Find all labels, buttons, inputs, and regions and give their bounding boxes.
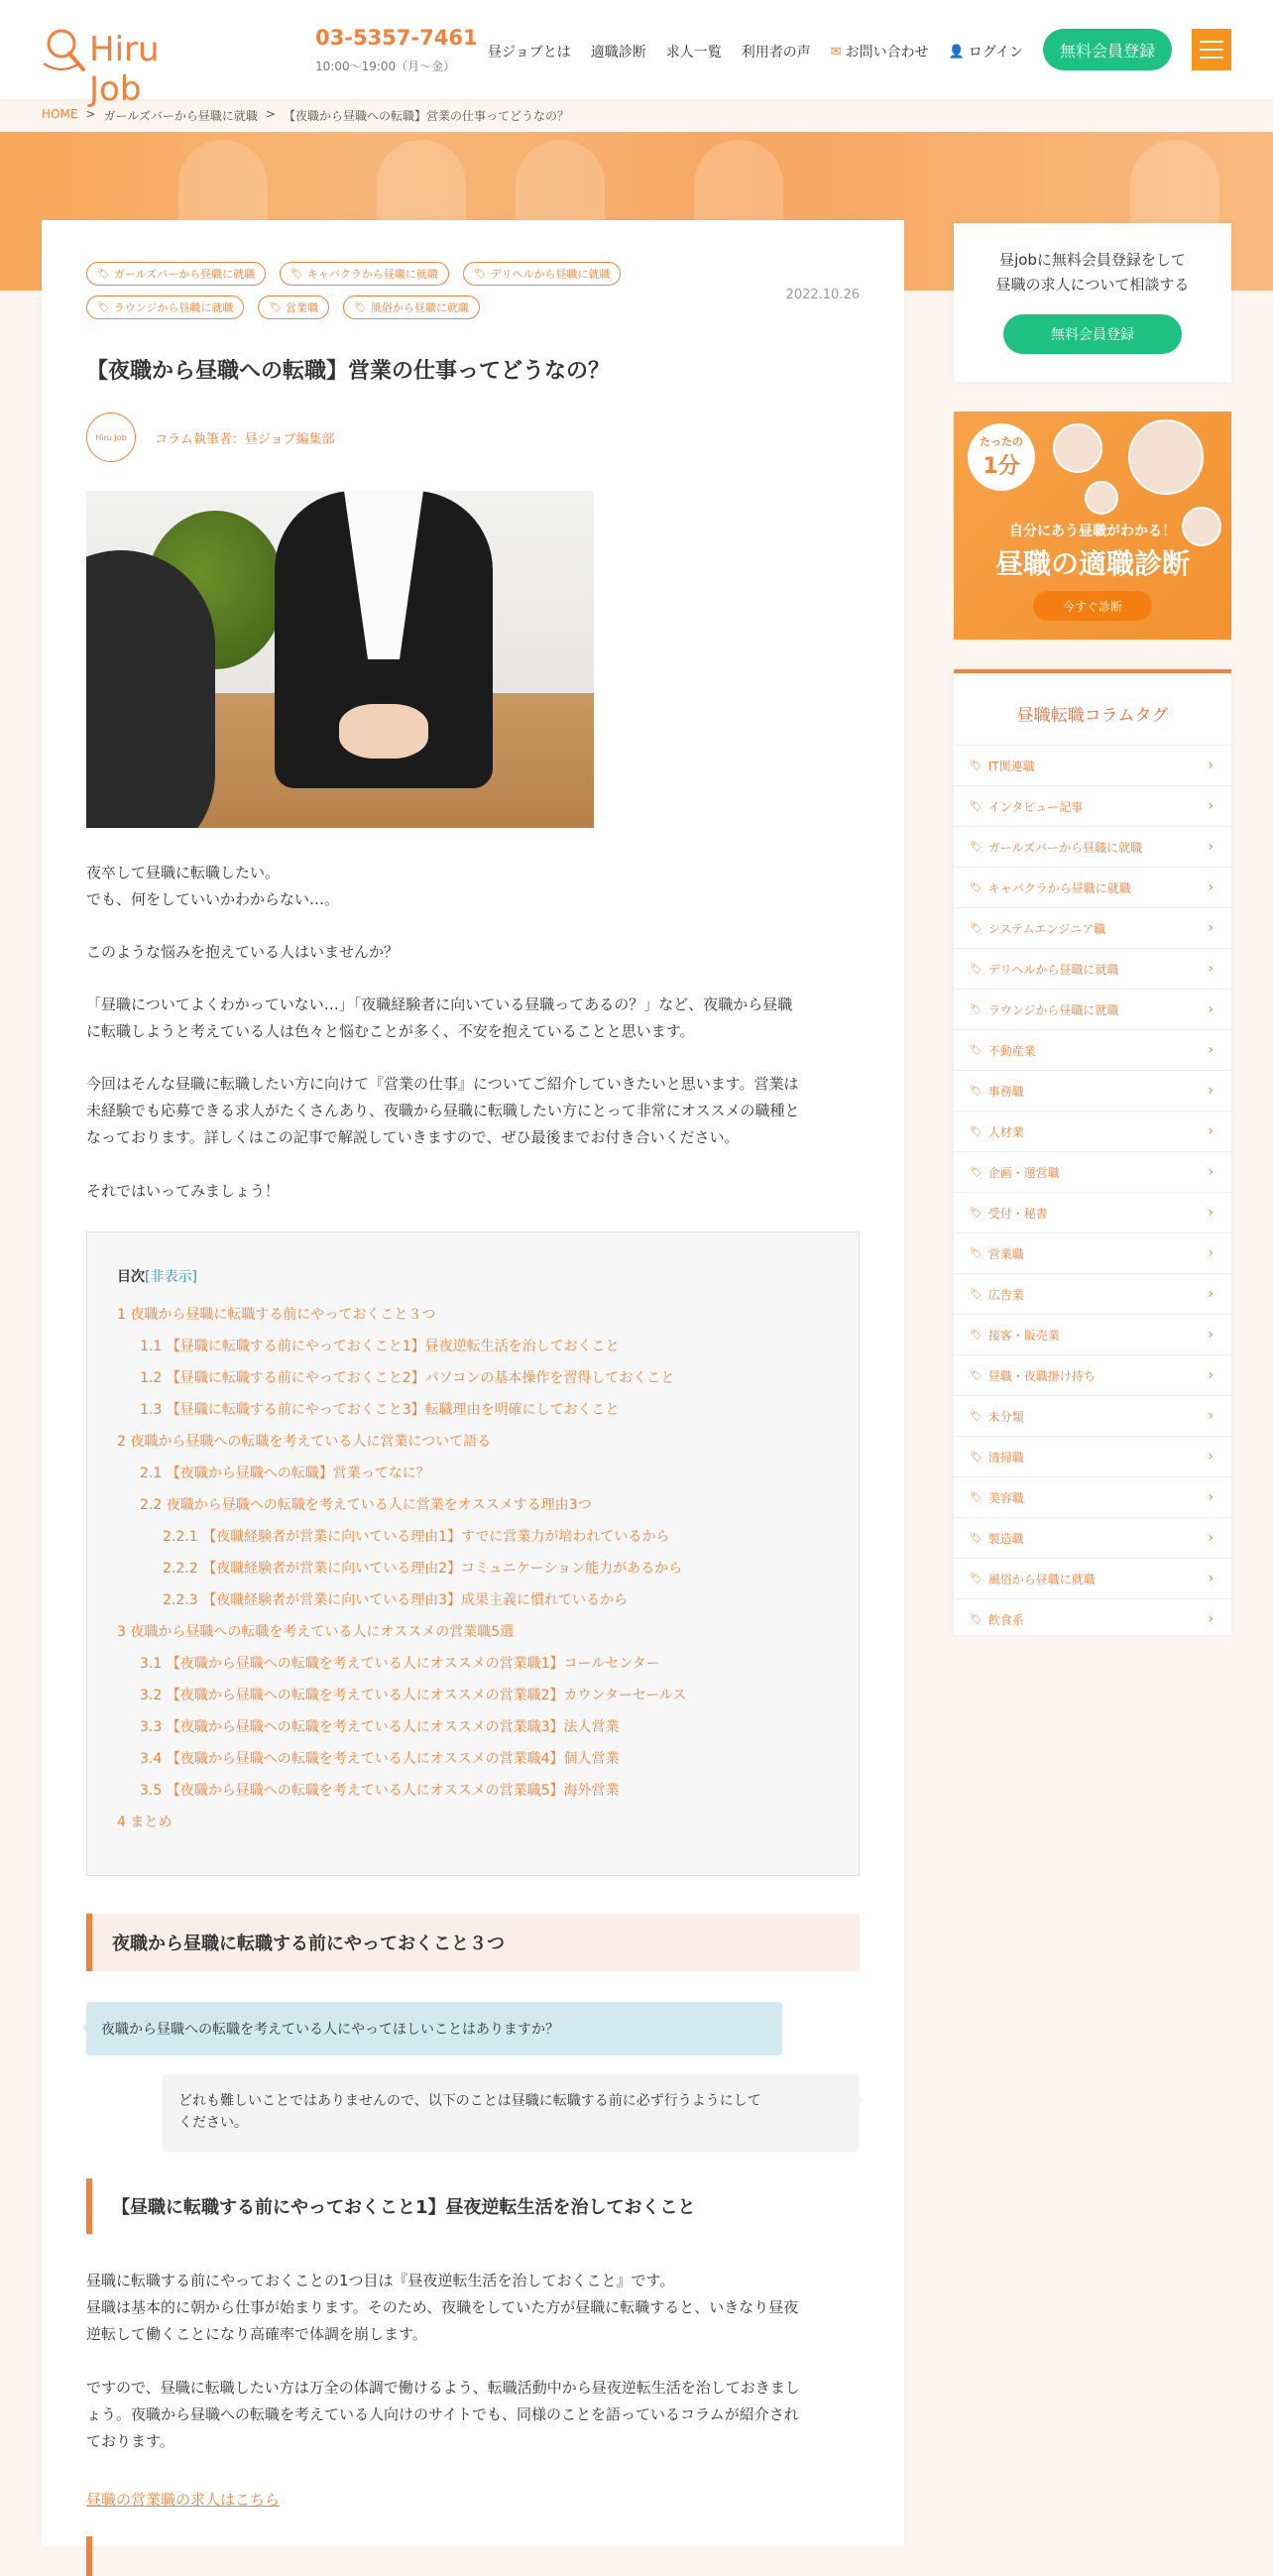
text-line: 夜卒して昼職に転職したい。 (86, 864, 281, 881)
article-tag[interactable] (86, 262, 266, 286)
diagnosis-title: 昼職の適職診断 (994, 547, 1190, 580)
toc-item[interactable]: 2.2.1 【夜職経験者が営業に向いている理由1】すでに営業力が培われているから (163, 1529, 670, 1545)
question-paragraph: このような悩みを抱えている人はいませんか？ (86, 943, 400, 961)
chevron-right-icon: › (1208, 1408, 1214, 1424)
tag-icon: 🏷 (970, 1288, 983, 1300)
text-line: でも、何をしていいかわからない…。 (86, 890, 340, 908)
diagnosis-banner[interactable] (954, 411, 1231, 640)
tag-icon: 🏷 (970, 1003, 983, 1015)
person-photo (1053, 423, 1102, 473)
tag-icon: 🏷 (970, 1451, 983, 1463)
chevron-right-icon: › (1208, 1530, 1214, 1546)
chevron-right-icon: › (1208, 1286, 1214, 1302)
sidebar-tag-label: 風俗から昼職に就職 (987, 1572, 1096, 1586)
job-listing-link[interactable]: 昼職の営業職の求人はこちら (86, 2491, 281, 2509)
article-hero-photo (86, 491, 594, 828)
text-line: に転職しようと考えている人は色々と悩むことが多く、不安を抱えていることと思います。 (86, 1022, 695, 1040)
tag-icon: 🏷 (970, 1532, 983, 1544)
sidebar-tag-item[interactable] (954, 1029, 1231, 1070)
chevron-right-icon: › (1208, 1123, 1214, 1139)
tag-icon: 🏷 (970, 1573, 983, 1584)
text-line: なっております。詳しくはこの記事で解説していきますので、ぜひ最後までお付き合いください。 (86, 1128, 740, 1146)
tag-label: 風俗から昼職に就職 (370, 301, 469, 314)
tag-icon: 🏷 (970, 1410, 983, 1422)
tag-icon: 🏷 (970, 1369, 983, 1381)
tag-icon: 🏷 (970, 1247, 983, 1259)
text-line: 昼職に転職する前にやっておくことの1つ目は『昼夜逆転生活を治しておくこと』です。 (86, 2272, 675, 2289)
tag-icon: 🏷 (290, 268, 303, 280)
tag-icon: 🏷 (97, 301, 110, 313)
sidebar-tag-item[interactable] (954, 1111, 1231, 1151)
sidebar-tag-item[interactable] (954, 1598, 1231, 1639)
breadcrumb-current: 【夜職から昼職への転職】営業の仕事ってどうなの？ (283, 109, 569, 123)
sidebar-tag-item[interactable] (954, 867, 1231, 907)
sidebar-tag-label: キャバクラから昼職に就職 (987, 880, 1131, 895)
toc-toggle[interactable]: [非表示] (145, 1269, 197, 1285)
toc-item[interactable]: 3.4 【夜職から昼職への転職を考えている人にオススメの営業職4】個人営業 (140, 1751, 620, 1767)
chevron-right-icon: › (1208, 758, 1214, 773)
toc-item[interactable]: 2.2 夜職から昼職への転職を考えている人に営業をオススメする理由3つ (140, 1497, 592, 1513)
sidebar-tag-label: 人材業 (987, 1124, 1024, 1139)
chevron-right-icon: › (1208, 798, 1214, 814)
toc-item[interactable]: 1.3 【昼職に転職する前にやっておくこと3】転職理由を明確にしておくこと (140, 1402, 620, 1418)
tag-label: 営業職 (286, 301, 319, 314)
hamburger-menu-button[interactable] (1192, 29, 1231, 70)
sidebar-tag-label: デリヘルから昼職に就職 (987, 962, 1119, 977)
nav-contact[interactable] (831, 42, 929, 61)
sidebar-signup-button[interactable]: 無料会員登録 (1003, 314, 1182, 354)
breadcrumb-home[interactable]: HOME (42, 107, 78, 121)
user-icon: 👤 (948, 44, 965, 59)
author-name: コラム執筆者：昼ジョブ編集部 (155, 432, 335, 447)
logo-mark-icon (40, 24, 91, 75)
register-box (954, 223, 1231, 382)
tag-icon: 🏷 (269, 301, 283, 313)
text-line: どれも難しいことではありませんので、以下のことは昼職に転職する前に必ず行うようにして (178, 2093, 761, 2109)
chevron-right-icon: › (1208, 1001, 1214, 1017)
sidebar-tag-item[interactable] (954, 1354, 1231, 1395)
toc-item[interactable]: 1.1 【昼職に転職する前にやっておくこと1】昼夜逆転生活を治しておくこと (140, 1339, 620, 1354)
sidebar-tag-item[interactable] (954, 1436, 1231, 1476)
sidebar-tag-item[interactable] (954, 1517, 1231, 1558)
sidebar-tag-label: インタビュー記事 (987, 799, 1084, 814)
toc-item[interactable]: 2 夜職から昼職への転職を考えている人に営業について語る (117, 1434, 492, 1450)
tag-icon: 🏷 (970, 1166, 983, 1178)
text-line: ております。 (86, 2432, 174, 2450)
chevron-right-icon: › (1208, 1327, 1214, 1343)
badge-big-text: 1分 (983, 454, 1020, 479)
sidebar-tag-label: システムエンジニア職 (987, 921, 1106, 936)
main-nav (488, 42, 1023, 61)
diagnosis-subtitle: 自分にあう昼職がわかる！ (1009, 524, 1176, 539)
text-line: 逆転して働くことになり高確率で体調を崩します。 (86, 2325, 427, 2343)
site-header (0, 0, 1273, 109)
toc-item[interactable]: 3.2 【夜職から昼職への転職を考えている人にオススメの営業職2】カウンターセールス (140, 1688, 687, 1703)
sidebar-tag-label: 美容職 (987, 1490, 1024, 1505)
section-heading: 夜職から昼職に転職する前にやっておくこと３つ (86, 1914, 860, 1971)
chevron-right-icon: › (1208, 1042, 1214, 1058)
tag-icon: 🏷 (970, 1044, 983, 1056)
toc-item[interactable]: 4 まとめ (117, 1815, 173, 1830)
tag-icon: 🏷 (970, 881, 983, 893)
sidebar-tag-label: 昼職・夜職掛け持ち (987, 1368, 1096, 1383)
concern-paragraph (86, 992, 860, 1045)
body-paragraph (86, 2268, 860, 2348)
diagnosis-cta-button[interactable]: 今すぐ診断 (1033, 591, 1152, 621)
sidebar-tag-label: 事務職 (987, 1084, 1024, 1099)
chevron-right-icon: › (1208, 1571, 1214, 1586)
business-hours: 10:00〜19:00（月〜金） (315, 59, 456, 73)
register-text (954, 248, 1231, 297)
article-card (42, 220, 904, 2546)
sidebar-tag-label: 製造職 (987, 1531, 1024, 1546)
nav-login-label: ログイン (968, 45, 1024, 60)
body-paragraph (86, 2375, 860, 2455)
text-line: 昼職の求人について相談する (995, 276, 1190, 293)
article-title: 【夜職から昼職への転職】営業の仕事ってどうなの？ (86, 359, 611, 384)
tag-icon: 🏷 (970, 1207, 983, 1219)
breadcrumb-parent[interactable]: ガールズバーから昼職に就職 (103, 109, 258, 123)
tag-icon: 🏷 (970, 922, 983, 934)
speech-bubble-question: 夜職から昼職への転職を考えている人にやってほしいことはありますか？ (86, 2002, 782, 2055)
nav-about[interactable]: 昼ジョブとは (488, 45, 571, 60)
chevron-right-icon: › (1208, 1205, 1214, 1221)
logo-text: Hiru Job (89, 30, 160, 109)
chevron-right-icon: › (1208, 1245, 1214, 1261)
chevron-right-icon: › (1208, 961, 1214, 977)
person-photo (1128, 419, 1204, 495)
lead-in-paragraph: それではいってみましょう！ (86, 1182, 281, 1200)
tag-icon: 🏷 (970, 1613, 983, 1625)
breadcrumb-separator: > (85, 107, 96, 121)
sidebar-tag-label: 未分類 (987, 1409, 1024, 1424)
sidebar-tag-item[interactable] (954, 1151, 1231, 1192)
text-line: ょう。夜職から昼職への転職を考えている人向けのサイトでも、同様のことを語っているコラムが紹介され (86, 2405, 799, 2423)
tag-icon: 🏷 (970, 1085, 983, 1097)
toc-item[interactable]: 3.3 【夜職から昼職への転職を考えている人にオススメの営業職3】法人営業 (140, 1719, 620, 1735)
sidebar-tag-item[interactable] (954, 785, 1231, 826)
nav-voices[interactable]: 利用者の声 (741, 45, 811, 60)
chevron-right-icon: › (1208, 1164, 1214, 1180)
chevron-right-icon: › (1208, 1083, 1214, 1099)
sidebar-tag-label: ガールズバーから昼職に就職 (987, 840, 1143, 855)
tag-label: デリヘルから昼職に就職 (490, 268, 611, 281)
toc-item[interactable]: 2.2.2 【夜職経験者が営業に向いている理由2】コミュニケーション能力があるから (163, 1561, 683, 1577)
toc-item[interactable]: 2.2.3 【夜職経験者が営業に向いている理由3】成果主義に慣れているから (163, 1592, 628, 1608)
speech-bubble-answer (163, 2074, 860, 2152)
sidebar-tag-label: 不動産業 (987, 1043, 1036, 1058)
badge-small-text: たったの (980, 435, 1023, 448)
chevron-right-icon: › (1208, 1367, 1214, 1383)
sidebar-tag-item[interactable] (954, 907, 1231, 948)
tag-icon: 🏷 (473, 268, 487, 280)
tag-icon: 🏷 (970, 800, 983, 812)
toc-header (117, 1266, 197, 1286)
breadcrumb-separator: > (265, 107, 276, 121)
chevron-right-icon: › (1208, 1489, 1214, 1505)
toc-item[interactable]: 3.5 【夜職から昼職への転職を考えている人にオススメの営業職5】海外営業 (140, 1783, 620, 1799)
text-line: 昼職は基本的に朝から仕事が始まります。そのため、夜職をしていた方が昼職に転職すると、いきなり昼夜 (86, 2298, 799, 2316)
tag-icon: 🏷 (970, 841, 983, 853)
sidebar-tag-label: 飲食系 (987, 1612, 1024, 1627)
chevron-right-icon: › (1208, 879, 1214, 895)
sidebar-tag-label: 企画・運営職 (987, 1165, 1060, 1180)
sidebar-tag-item[interactable] (954, 989, 1231, 1029)
tag-icon: 🏷 (97, 268, 110, 280)
sidebar-tag-label: 受付・秘書 (987, 1206, 1048, 1221)
column-tags-title: 昼職転職コラムタグ (1016, 706, 1169, 726)
signup-button[interactable]: 無料会員登録 (1043, 29, 1172, 70)
table-of-contents (86, 1231, 860, 1876)
sidebar-tag-label: 接客・販売業 (987, 1328, 1060, 1343)
tag-label: キャバクラから昼職に就職 (306, 268, 438, 281)
article-tags (86, 262, 681, 319)
toc-item[interactable]: 3.1 【夜職から昼職への転職を考えている人にオススメの営業職1】コールセンター (140, 1656, 660, 1672)
site-logo[interactable] (40, 20, 218, 109)
toc-item[interactable]: 2.1 【夜職から昼職への転職】営業ってなに？ (140, 1465, 430, 1481)
text-line: 「昼職についてよくわかっていない…」「夜職経験者に向いている昼職ってあるの？」など、夜職から昼職 (86, 995, 793, 1013)
nav-login[interactable] (949, 42, 1024, 61)
sidebar-tag-item[interactable] (954, 745, 1231, 785)
overview-paragraph (86, 1071, 860, 1151)
sidebar-tag-item[interactable] (954, 1476, 1231, 1517)
sidebar-tag-item[interactable] (954, 1192, 1231, 1232)
next-heading-accent (86, 2536, 92, 2576)
tag-icon: 🏷 (970, 963, 983, 975)
tag-icon: 🏷 (970, 760, 983, 771)
sidebar-tag-item[interactable] (954, 826, 1231, 867)
tag-label: ラウンジから昼職に就職 (113, 301, 234, 314)
tag-label: ガールズバーから昼職に就職 (113, 268, 256, 281)
sidebar-tag-label: 清掃職 (987, 1450, 1024, 1464)
chevron-right-icon: › (1208, 1449, 1214, 1464)
tag-icon: 🏷 (970, 1125, 983, 1137)
article-tag[interactable] (258, 295, 329, 319)
text-line: 昼jobに無料会員登録をして (999, 251, 1186, 269)
sidebar-tag-item[interactable] (954, 948, 1231, 989)
publish-date: 2022.10.26 (785, 288, 860, 302)
intro-paragraph (86, 860, 860, 913)
tag-icon: 🏷 (970, 1329, 983, 1341)
chevron-right-icon: › (1208, 920, 1214, 936)
chevron-right-icon: › (1208, 839, 1214, 855)
text-line: ください。 (178, 2115, 248, 2131)
one-minute-badge (968, 423, 1035, 491)
text-line: 未経験でも応募できる求人がたくさんあり、夜職から昼職に転職したい方にとって非常にオススメの職種と (86, 1102, 800, 1119)
subsection-heading: 【昼職に転職する前にやっておくこと1】昼夜逆転生活を治しておくこと (86, 2178, 860, 2234)
article-tag[interactable] (86, 295, 244, 319)
toc-label: 目次 (117, 1269, 145, 1285)
sidebar-tag-item[interactable] (954, 1395, 1231, 1436)
envelope-icon: ✉ (830, 44, 842, 59)
sidebar-tag-item[interactable] (954, 1558, 1231, 1598)
text-line: ですので、昼職に転職したい方は万全の体調で働けるよう、転職活動中から昼夜逆転生活を治しておきまし (86, 2379, 800, 2397)
sidebar-tag-label: 営業職 (987, 1246, 1024, 1261)
sidebar-tag-item[interactable] (954, 1314, 1231, 1354)
article-tag[interactable] (343, 295, 480, 319)
sidebar-tag-label: IT関連職 (987, 759, 1035, 773)
sidebar-tag-item[interactable] (954, 1232, 1231, 1273)
toc-item[interactable]: 1.2 【昼職に転職する前にやっておくこと2】パソコンの基本操作を習得しておくこと (140, 1370, 675, 1386)
tag-icon: 🏷 (354, 301, 367, 313)
nav-contact-label: お問い合わせ (845, 45, 929, 60)
article-tag[interactable] (463, 262, 621, 286)
sidebar-tag-label: 広告業 (987, 1287, 1024, 1302)
article-tag[interactable] (280, 262, 449, 286)
phone-number[interactable]: 03-5357-7461 (315, 26, 478, 50)
tag-icon: 🏷 (970, 1491, 983, 1503)
chevron-right-icon: › (1208, 1611, 1214, 1627)
column-tags-box (954, 669, 1231, 1635)
sidebar-tag-item[interactable] (954, 1070, 1231, 1111)
nav-jobs[interactable]: 求人一覧 (665, 45, 722, 60)
sidebar-tag-item[interactable] (954, 1273, 1231, 1314)
text-line: 今回はそんな昼職に転職したい方に向けて『営業の仕事』についてご紹介していきたいと思います。営業は (86, 1075, 799, 1093)
toc-item[interactable]: 3 夜職から昼職への転職を考えている人にオススメの営業職5選 (117, 1624, 515, 1640)
sidebar-tag-label: ラウンジから昼職に就職 (987, 1002, 1119, 1017)
author-avatar: Hiru Job (86, 412, 136, 462)
nav-diagnosis[interactable]: 適職診断 (590, 45, 646, 60)
breadcrumb (42, 107, 569, 124)
person-photo (1085, 481, 1118, 515)
toc-item[interactable]: 1 夜職から昼職に転職する前にやっておくこと３つ (117, 1307, 436, 1323)
